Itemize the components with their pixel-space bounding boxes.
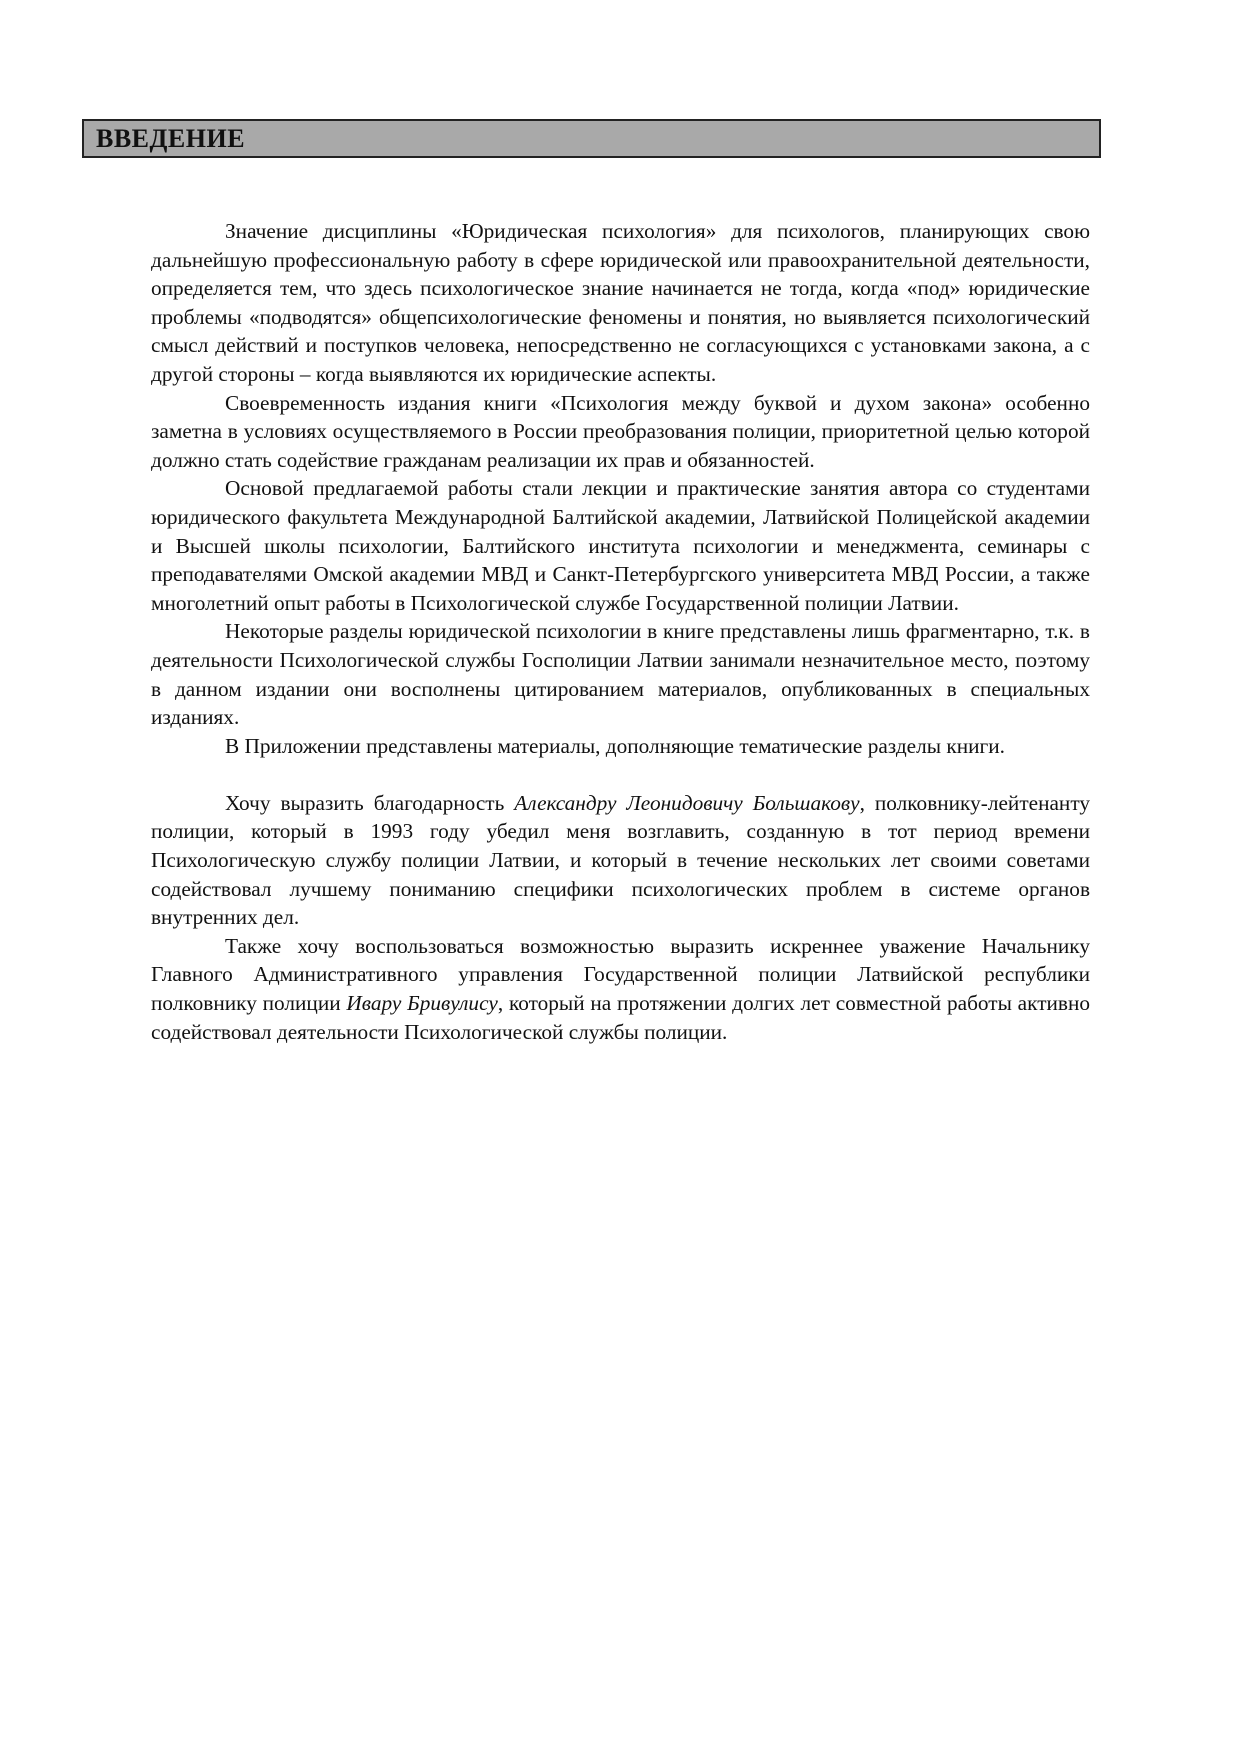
document-body bbox=[151, 217, 1090, 1046]
paragraph-gratitude-brivulis bbox=[151, 932, 1090, 1046]
section-heading-bar bbox=[82, 119, 1101, 158]
gratitude-bolshakov-rest: , полковнику-лейтенанту полиции, который в 1993 году убедил меня возглавить, созданную в тот период времени Психологическую службу полиции Латвии, и который в течение нескольких лет своими советами содействовал лучшему пониманию специфики психологических проблем в системе органов внутренних дел. bbox=[151, 790, 1090, 930]
person-name-brivulis: Ивару Бривулису bbox=[346, 991, 498, 1016]
paragraph-appendix: В Приложении представлены материалы, дополняющие тематические разделы книги. bbox=[225, 733, 1005, 758]
gratitude-bolshakov-lead: Хочу выразить благодарность bbox=[225, 790, 515, 815]
gratitude-brivulis-lead: Также хочу воспользоваться возможностью выразить искреннее уважение Начальнику Главного Административного управления Государственной полиции Латвийской республики полковнику полиции bbox=[151, 933, 1090, 1016]
paragraph-gratitude-bolshakov bbox=[151, 789, 1090, 932]
paragraph-fragmentary: Некоторые разделы юридической психологии в книге представлены лишь фрагментарно, т.к. в деятельности Психологической службы Госполиции Латвии занимали незначительное место, поэтому в данном издании они восполнены цитированием материалов, опубликованных в специальных изданиях. bbox=[151, 619, 1090, 730]
paragraph-significance: Значение дисциплины «Юридическая психология» для психологов, планирующих свою дальнейшую профессиональную работу в сфере юридической или правоохранительной деятельности, определяется тем, что здесь психологическое знание начинается не тогда, когда «под» юридические проблемы «подводятся» общепсихологические феномены и понятия, но выявляется психологический смысл действий и поступков человека, непосредственно не согласующихся с установками закона, а с другой стороны – когда выявляются их юридические аспекты. bbox=[151, 219, 1090, 386]
gratitude-brivulis-rest: , который на протяжении долгих лет совместной работы активно содействовал деятельности Психологической службы полиции. bbox=[151, 991, 1090, 1044]
section-title: ВВЕДЕНИЕ bbox=[96, 124, 246, 153]
paragraph-timeliness: Своевременность издания книги «Психология между буквой и духом закона» особенно заметна в условиях осуществляемого в России преобразования полиции, приоритетной целью которой должно стать содействие гражданам реализации их прав и обязанностей. bbox=[151, 390, 1090, 472]
person-name-bolshakov: Александру Леонидовичу Большакову bbox=[514, 790, 860, 815]
paragraph-basis: Основой предлагаемой работы стали лекции и практические занятия автора со студентами юридического факультета Международной Балтийской академии, Латвийской Полицейской академии и Высшей школы психологии, Балтийского института психологии и менеджмента, семинары с преподавателями Омской академии МВД и Санкт-Петербургского университета МВД России, а также многолетний опыт работы в Психологической службе Государственной полиции Латвии. bbox=[151, 476, 1090, 615]
